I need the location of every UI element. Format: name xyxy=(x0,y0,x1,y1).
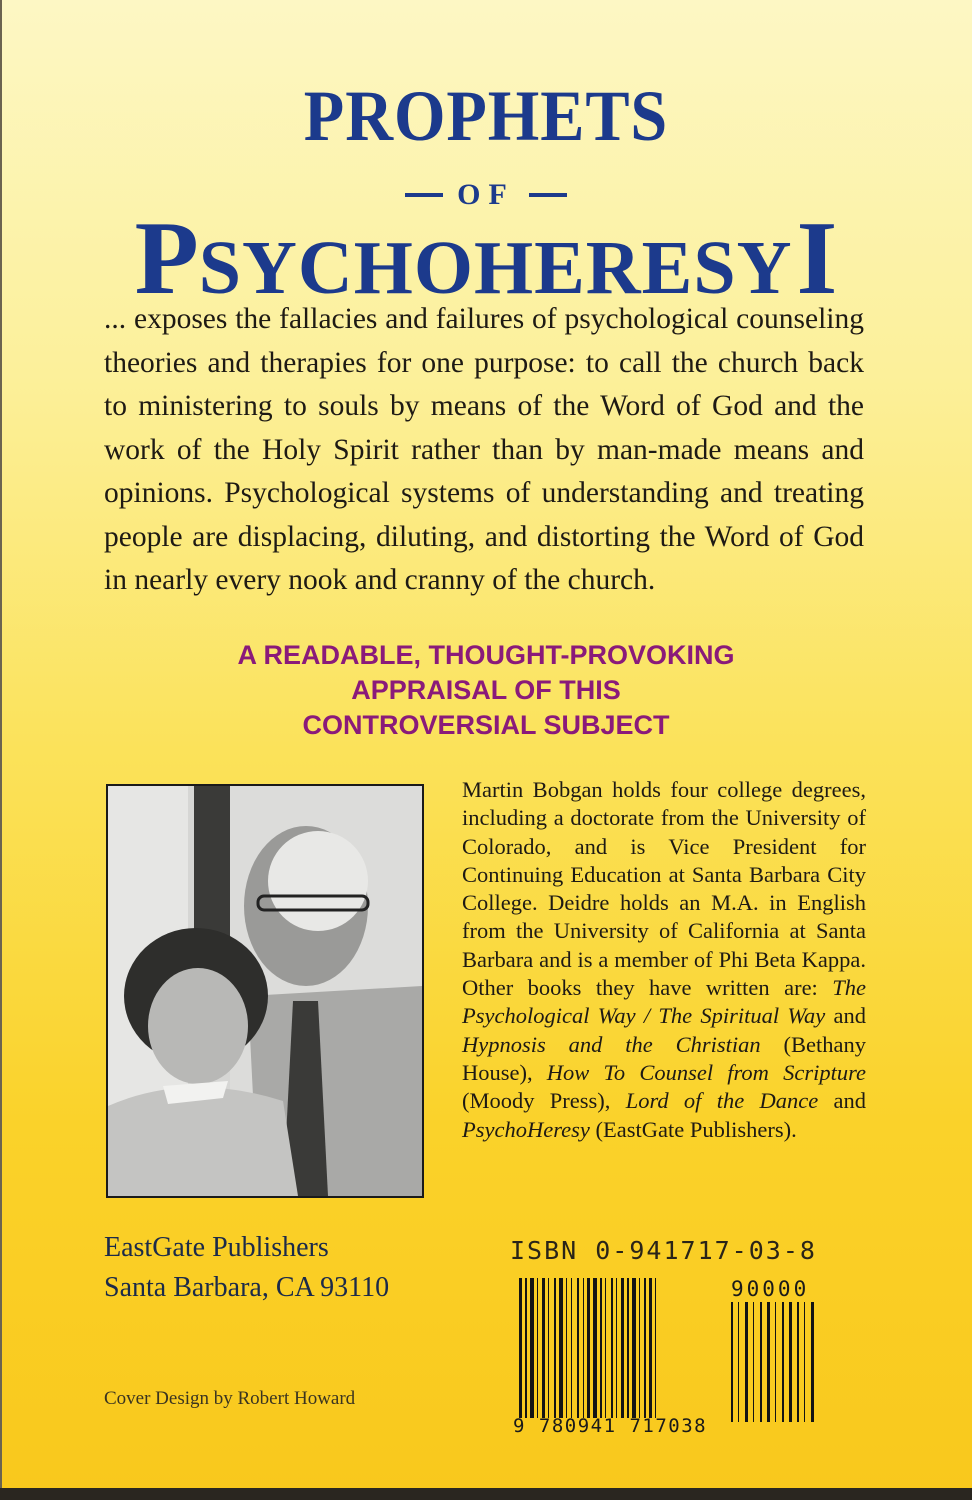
publisher-name: EastGate Publishers xyxy=(104,1232,329,1263)
barcode-addon-bar xyxy=(760,1302,762,1422)
barcode-bar xyxy=(600,1278,602,1418)
barcode-bar xyxy=(559,1278,563,1418)
barcode-addon-bar xyxy=(767,1302,770,1422)
barcode-addon-bar xyxy=(753,1302,754,1422)
barcode-bar xyxy=(571,1278,572,1418)
bio-text: and xyxy=(818,1088,866,1114)
bio-text: (Moody Press), xyxy=(462,1088,626,1114)
barcode-bar xyxy=(593,1278,597,1418)
isbn-number: ISBN 0-941717-03-8 xyxy=(510,1236,817,1265)
barcode-addon-bar xyxy=(782,1302,784,1422)
book-title: Lord of the Dance xyxy=(625,1088,819,1114)
barcode xyxy=(513,1278,823,1436)
barcode-addon-bar xyxy=(775,1302,776,1422)
barcode-bar xyxy=(616,1278,617,1418)
barcode-bar xyxy=(519,1278,522,1418)
tagline xyxy=(0,638,972,743)
barcode-bar xyxy=(583,1278,584,1418)
tagline-line: CONTROVERSIAL SUBJECT xyxy=(302,710,670,740)
barcode-bar xyxy=(639,1278,640,1418)
title-psychoheresy xyxy=(0,199,972,316)
barcode-addon: 90000 xyxy=(731,1277,810,1301)
author-photo-icon xyxy=(108,786,422,1196)
title-of: OF xyxy=(457,178,515,211)
barcode-bar xyxy=(632,1278,636,1418)
barcode-icon xyxy=(513,1278,823,1436)
barcode-bar xyxy=(649,1278,652,1418)
barcode-bar xyxy=(587,1278,590,1418)
barcode-bar xyxy=(605,1278,606,1418)
barcode-bar xyxy=(542,1278,545,1418)
barcode-number: 9 780941 717038 xyxy=(513,1415,708,1437)
bio-text: Martin Bobgan holds four college degrees, including a doctorate from the University of Colorado, and is Vice President for Continuing Education at Santa Barbara City College. Deidre holds an M.A. in English from the University of California at Santa Barbara and is a member of Phi Beta Kappa. Other books they have written are: xyxy=(462,777,866,1001)
barcode-addon-bar xyxy=(804,1302,805,1422)
barcode-addon-bar xyxy=(797,1302,799,1422)
barcode-bar xyxy=(627,1278,629,1418)
intro-paragraph: ... exposes the fallacies and failures of psychological counseling theories and therapies for one purpose: to call the church back to ministering to souls by means of the Word of God and the work of the Holy Spirit rather than by man-made means and opinions. Psychological systems of understanding and treating people are displacing, diluting, and distorting the Word of God in nearly every nook and cranny of the church. xyxy=(104,303,864,596)
barcode-bar xyxy=(577,1278,579,1418)
barcode-bar xyxy=(655,1278,656,1418)
barcode-bar xyxy=(566,1278,567,1418)
barcode-bar xyxy=(644,1278,646,1418)
bio-text: and xyxy=(825,1003,866,1029)
author-bio xyxy=(462,776,866,1144)
barcode-addon-bar xyxy=(738,1302,739,1422)
barcode-bar xyxy=(554,1278,556,1418)
rule-left xyxy=(405,193,443,197)
barcode-bar xyxy=(621,1278,624,1418)
rule-right xyxy=(529,193,567,197)
book-title: Hypnosis and the Christian xyxy=(462,1031,761,1057)
author-photo xyxy=(106,784,424,1198)
book-edge-bottom xyxy=(0,1488,972,1500)
book-title: The Psychological Way / The Spiritual Way xyxy=(462,975,866,1029)
barcode-addon-bar xyxy=(731,1302,733,1422)
barcode-addon-bar xyxy=(745,1302,748,1422)
title-prophets: PROPHETS xyxy=(303,76,669,156)
bio-text: (EastGate Publishers). xyxy=(589,1116,797,1142)
barcode-bar xyxy=(525,1278,527,1418)
tagline-line: APPRAISAL OF THIS xyxy=(351,675,621,705)
barcode-bar xyxy=(530,1278,534,1418)
tagline-line: A READABLE, THOUGHT-PROVOKING xyxy=(237,640,735,670)
barcode-bar xyxy=(548,1278,549,1418)
barcode-bar xyxy=(537,1278,538,1418)
publisher-address: Santa Barbara, CA 93110 xyxy=(104,1272,390,1303)
book-title: How To Counsel from Scripture xyxy=(546,1059,866,1085)
barcode-addon-bar xyxy=(789,1302,792,1422)
barcode-addon-bar xyxy=(811,1302,814,1422)
bio-text: (Bethany House), xyxy=(462,1031,866,1085)
publisher-block xyxy=(104,1228,389,1308)
barcode-bar xyxy=(611,1278,613,1418)
title-rest: SYCHOHERESY xyxy=(198,226,793,310)
cover-design-credit: Cover Design by Robert Howard xyxy=(104,1388,356,1409)
book-title: PsychoHeresy xyxy=(462,1116,590,1142)
title-numeral: I xyxy=(796,199,838,316)
title-initial: P xyxy=(134,199,199,316)
